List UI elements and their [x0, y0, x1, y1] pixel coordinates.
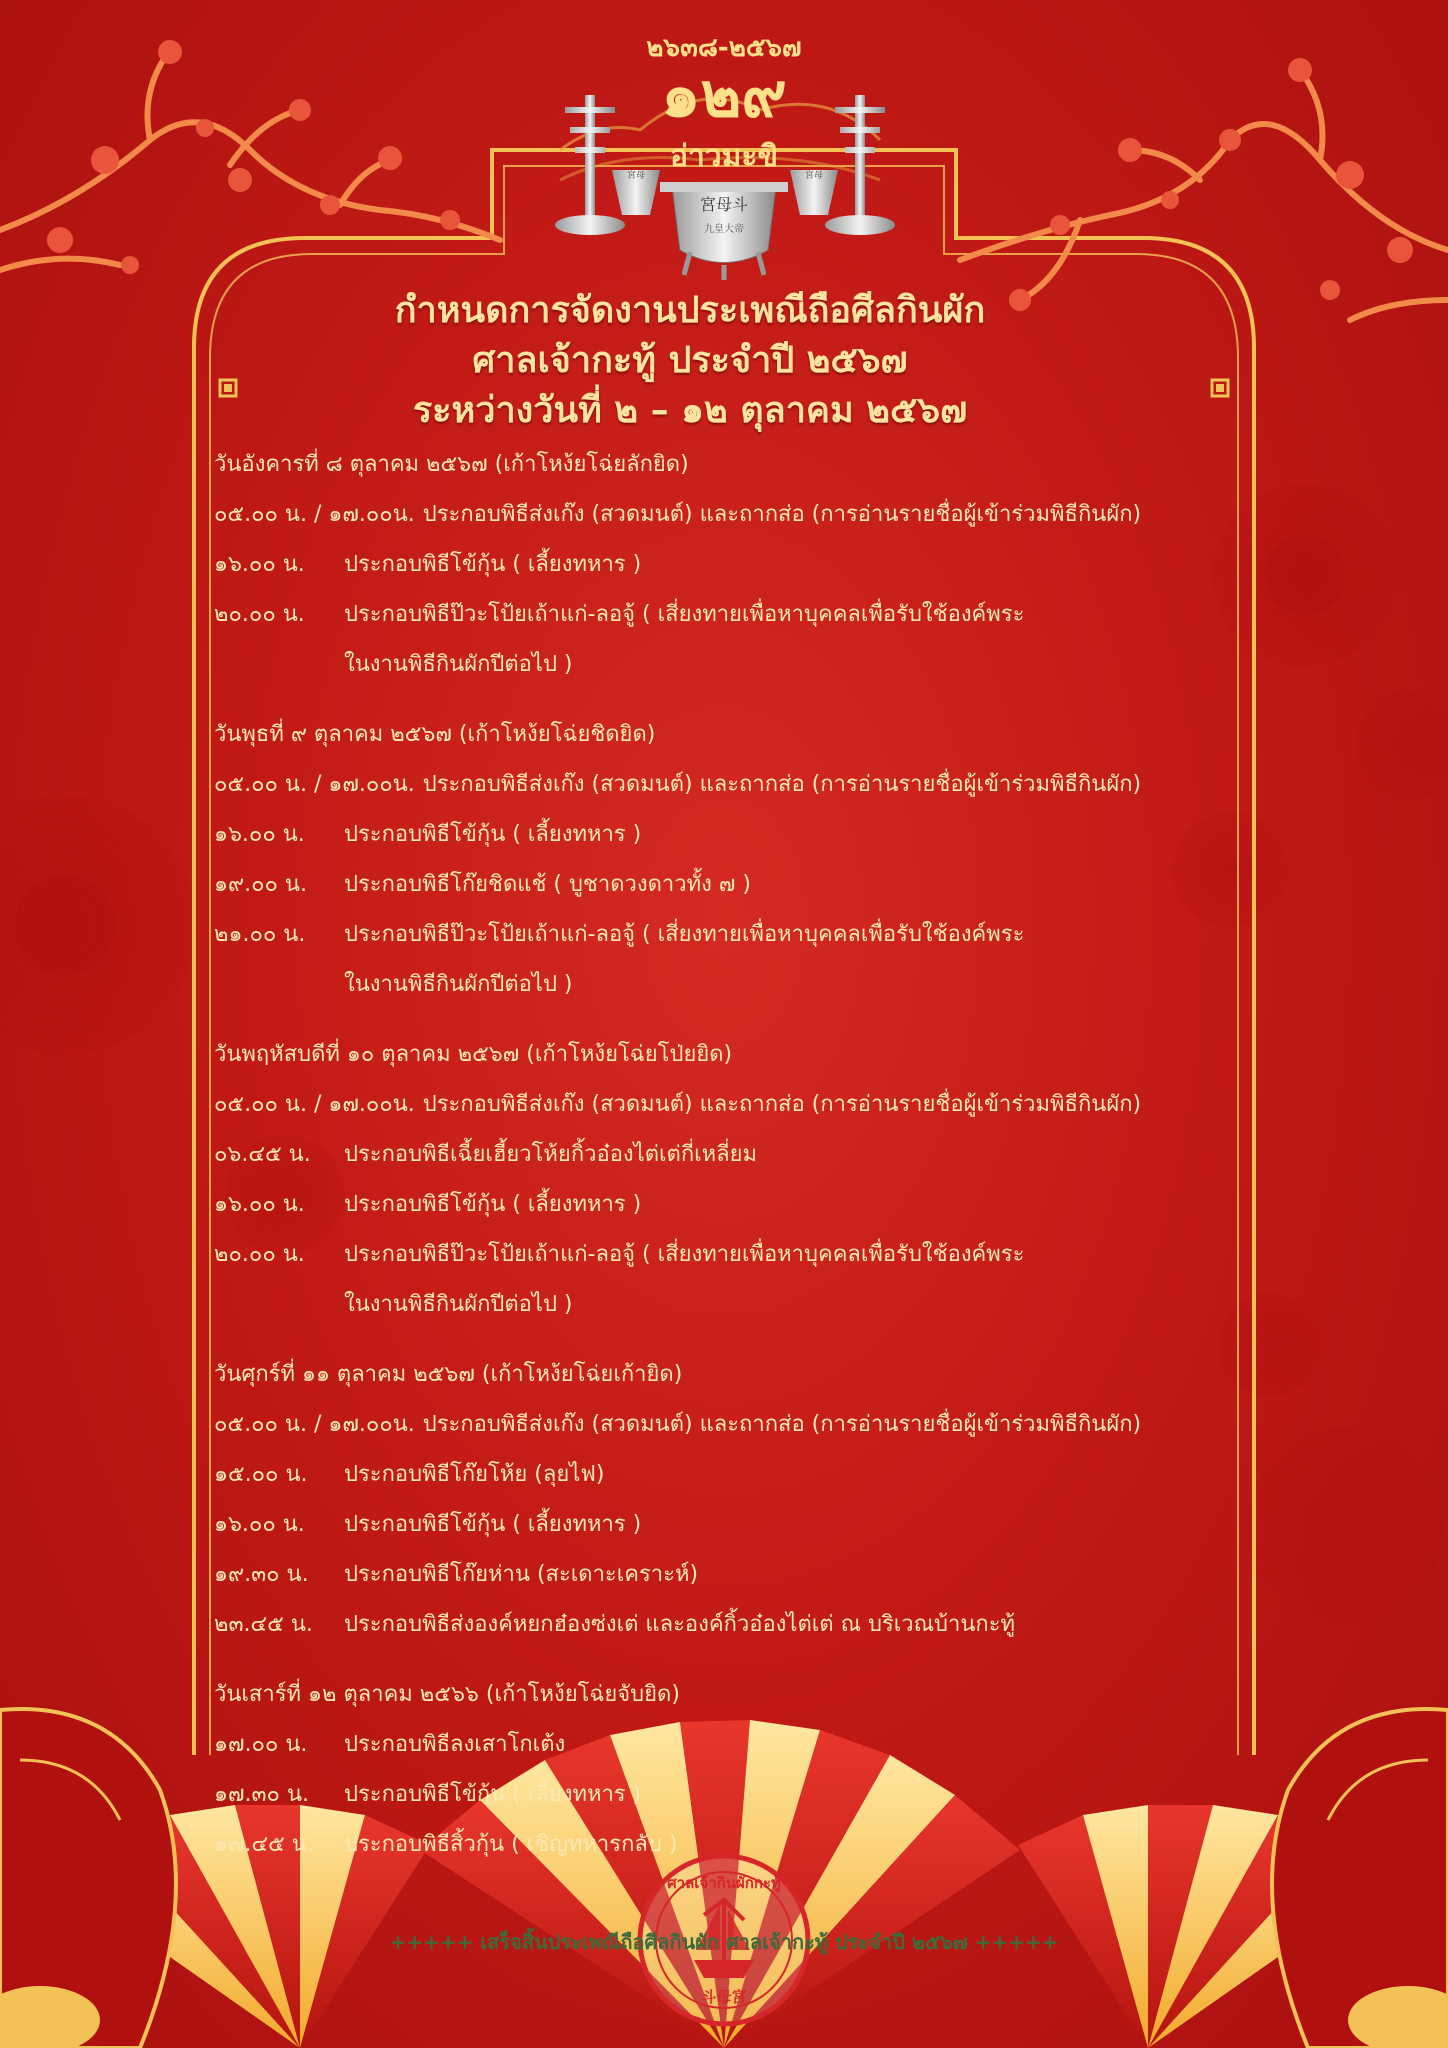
item-text: ประกอบพิธีโข้กุ้น ( เลี้ยงทหาร ) [344, 822, 642, 847]
seal-bottom-text: 斗母宮 [701, 1988, 747, 2006]
day-heading: วันศุกร์ที่ ๑๑ ตุลาคม ๒๕๖๗ (เก้าโหง้ยโฉ่ยเก้ายิด) [214, 1362, 683, 1387]
schedule-item [214, 1500, 1254, 1550]
schedule-item [214, 1600, 1254, 1650]
day-section [214, 710, 1254, 1010]
item-text: ประกอบพิธีป๊วะโป้ยเถ้าแก่-ลอจู้ ( เสี่ยงทายเพื่อหาบุคคลเพื่อรับใช้องค์พระ [344, 922, 1025, 947]
title-line-1: กำหนดการจัดงานประเพณีถือศีลกินผัก [394, 290, 986, 331]
item-time: ๑๗.๐๐ น. [214, 1732, 308, 1757]
item-text: ประกอบพิธีป๊วะโป้ยเถ้าแก่-ลอจู้ ( เสี่ยงทายเพื่อหาบุคคลเพื่อรับใช้องค์พระ [344, 602, 1025, 627]
title-line-2: ศาลเจ้ากะทู้ ประจำปี ๒๕๖๗ [472, 340, 908, 381]
item-time: ๑๕.๐๐ น. [214, 1462, 308, 1487]
item-time: ๐๕.๐๐ น. / ๑๗.๐๐น. [214, 1092, 415, 1117]
item-time: ๐๕.๐๐ น. / ๑๗.๐๐น. [214, 1412, 415, 1437]
schedule-item [214, 860, 1254, 910]
item-text-continued: ในงานพิธีกินผักปีต่อไป ) [344, 972, 573, 997]
day-heading: วันพุธที่ ๙ ตุลาคม ๒๕๖๗ (เก้าโหง้ยโฉ่ยชิดยิด) [214, 722, 656, 747]
item-text-wrap [344, 590, 1254, 690]
closing-line: +++++ เสร็จสิ้นประเพณีถือศีลกินผัก ศาลเจ้ากะทู้ ประจำปี ๒๕๖๗ +++++ [389, 1930, 1059, 1954]
item-text: ประกอบพิธีลงเสาโกเต้ง [344, 1732, 566, 1757]
item-text: ประกอบพิธีโข้กุ้น ( เลี้ยงทหาร ) [344, 552, 642, 577]
schedule-item [214, 1450, 1254, 1500]
item-time: ๐๕.๐๐ น. / ๑๗.๐๐น. [214, 502, 415, 527]
item-text: ประกอบพิธีเฉี้ยเฮี้ยวโห้ยกิ้วอ๋องไต่เต่กี่เหลี่ยม [344, 1142, 758, 1167]
logo-years-small: ๒๖๓๘-๒๕๖๗ [646, 33, 802, 63]
item-text: ประกอบพิธีส่งเก๊ง (สวดมนต์) และถากส่อ (การอ่านรายชื่อผู้เข้าร่วมพิธีกินผัก) [422, 1412, 1142, 1437]
blossoms-right [1009, 58, 1413, 311]
logo-name: อ่าวมะขิ [669, 139, 779, 174]
item-time: ๑๙.๓๐ น. [214, 1562, 309, 1587]
item-time: ๐๕.๐๐ น. / ๑๗.๐๐น. [214, 772, 415, 797]
day-heading: วันเสาร์ที่ ๑๒ ตุลาคม ๒๕๖๖ (เก้าโหง้ยโฉ่ยจับยิด) [214, 1682, 680, 1707]
item-time: ๐๖.๔๕ น. [214, 1142, 311, 1167]
schedule-item [214, 1720, 1254, 1770]
schedule-item [214, 910, 1254, 1010]
schedule-item [214, 1130, 1254, 1180]
item-text: ประกอบพิธีโก๊ยห่าน (สะเดาะเคราะห์) [344, 1562, 699, 1587]
title-block [230, 286, 1150, 436]
schedule-item [214, 490, 1254, 540]
item-text-continued: ในงานพิธีกินผักปีต่อไป ) [344, 1292, 573, 1317]
item-time: ๑๖.๐๐ น. [214, 1512, 305, 1537]
schedule-item [214, 1550, 1254, 1600]
schedule-item [214, 760, 1254, 810]
schedule-item [214, 1080, 1254, 1130]
schedule [214, 440, 1254, 1890]
shrine-logo [555, 33, 895, 280]
day-heading: วันพฤหัสบดีที่ ๑๐ ตุลาคม ๒๕๖๗ (เก้าโหง้ยโฉ่ยโป่ยยิด) [214, 1042, 733, 1067]
urn-label-right: 宮母 [804, 171, 824, 181]
schedule-item [214, 1230, 1254, 1330]
title-line-3: ระหว่างวันที่ ๒ – ๑๒ ตุลาคม ๒๕๖๗ [412, 390, 968, 431]
item-text: ประกอบพิธีโก๊ยชิดแช้ ( บูชาดวงดาวทั้ง ๗ ) [344, 872, 751, 897]
item-text: ประกอบพิธีโข้กุ้น ( เลี้ยงทหาร ) [344, 1512, 642, 1537]
day-section [214, 440, 1254, 690]
item-text: ประกอบพิธีส่งเก๊ง (สวดมนต์) และถากส่อ (การอ่านรายชื่อผู้เข้าร่วมพิธีกินผัก) [422, 772, 1142, 797]
schedule-item [214, 1770, 1254, 1820]
lantern-left [0, 1709, 176, 2048]
day-section [214, 1030, 1254, 1330]
schedule-item [214, 1820, 1254, 1870]
item-text: ประกอบพิธีโข้กุ้น ( เลี้ยงทหาร ) [344, 1192, 642, 1217]
item-time: ๒๐.๐๐ น. [214, 1242, 305, 1267]
day-section [214, 1350, 1254, 1650]
urn-label-left: 宮母 [626, 171, 646, 181]
schedule-item [214, 1400, 1254, 1450]
item-text: ประกอบพิธีส่งเก๊ง (สวดมนต์) และถากส่อ (การอ่านรายชื่อผู้เข้าร่วมพิธีกินผัก) [422, 502, 1142, 527]
item-time: ๑๖.๐๐ น. [214, 822, 305, 847]
item-text: ประกอบพิธีป๊วะโป้ยเถ้าแก่-ลอจู้ ( เสี่ยงทายเพื่อหาบุคคลเพื่อรับใช้องค์พระ [344, 1242, 1025, 1267]
item-time: ๒๓.๔๕ น. [214, 1612, 313, 1637]
item-time: ๑๗.๔๕ น. [214, 1832, 314, 1857]
item-text-wrap [344, 910, 1254, 1010]
blossom-branch-right [960, 70, 1448, 320]
logo-years-big: ๑๒๙ [661, 58, 787, 131]
schedule-item [214, 590, 1254, 690]
seal-ring-text: ศาลเจ้ากินผักกะทู้ [667, 1874, 781, 1892]
item-text: ประกอบพิธีโก๊ยโห้ย (ลุยไฟ) [344, 1462, 605, 1487]
day-heading: วันอังคารที่ ๘ ตุลาคม ๒๕๖๗ (เก้าโหง้ยโฉ่ยลักยิด) [214, 452, 689, 477]
item-time: ๑๖.๐๐ น. [214, 1192, 305, 1217]
item-time: ๒๐.๐๐ น. [214, 602, 305, 627]
urn-plaque: 宮母斗 [699, 195, 749, 214]
schedule-item [214, 540, 1254, 590]
item-time: ๑๙.๐๐ น. [214, 872, 307, 897]
item-text: ประกอบพิธีสิ้วกุ้น ( เชิญทหารกลับ ) [344, 1832, 678, 1857]
item-text: ประกอบพิธีโข้กุ้น ( เลี้ยงทหาร ) [344, 1782, 642, 1807]
item-time: ๑๗.๓๐ น. [214, 1782, 309, 1807]
item-text: ประกอบพิธีส่งเก๊ง (สวดมนต์) และถากส่อ (การอ่านรายชื่อผู้เข้าร่วมพิธีกินผัก) [422, 1092, 1142, 1117]
item-time: ๒๑.๐๐ น. [214, 922, 306, 947]
item-text-wrap [344, 1230, 1254, 1330]
item-text: ประกอบพิธีส่งองค์หยกฮ๋องซ่งเต่ และองค์กิ้วอ๋องไต่เต่ ณ บริเวณบ้านกะทู้ [344, 1612, 1016, 1637]
schedule-item [214, 810, 1254, 860]
urn-plaque-small: 九皇大帝 [704, 224, 744, 235]
item-time: ๑๖.๐๐ น. [214, 552, 305, 577]
lantern-right [1272, 1709, 1448, 2048]
day-section [214, 1670, 1254, 1870]
item-text-continued: ในงานพิธีกินผักปีต่อไป ) [344, 652, 573, 677]
schedule-item [214, 1180, 1254, 1230]
